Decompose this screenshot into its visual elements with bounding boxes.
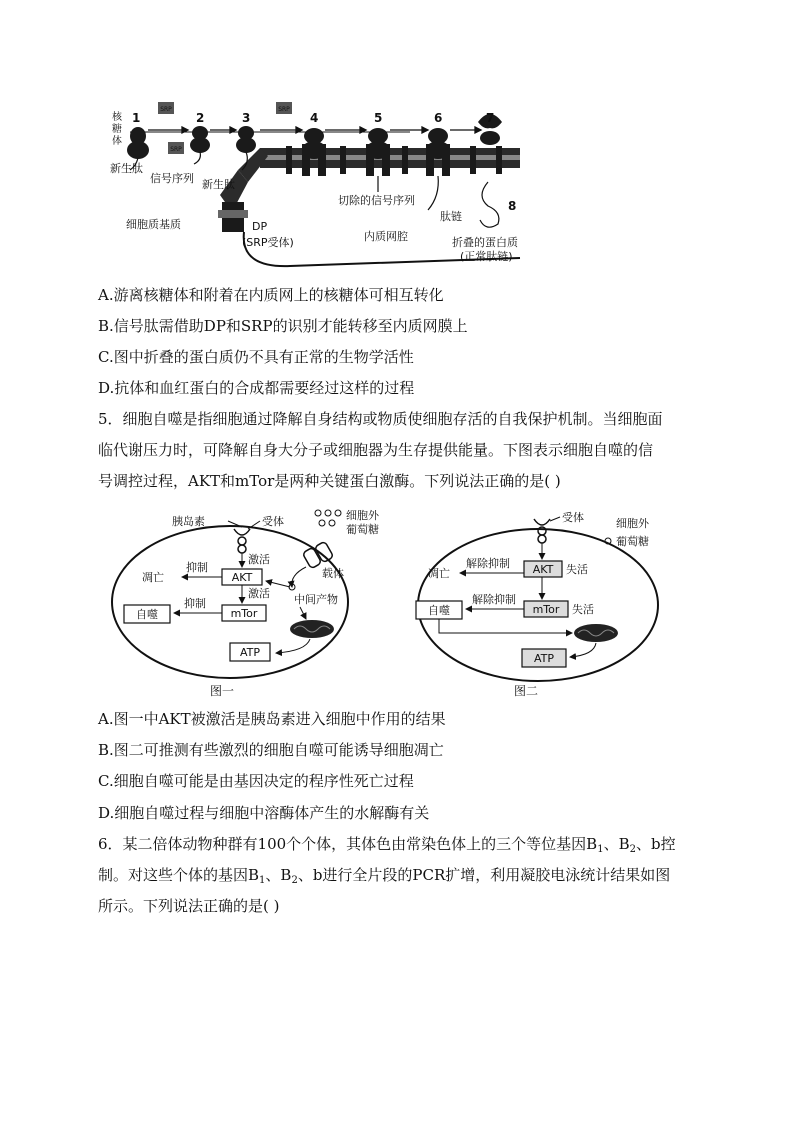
p1-autophagy: 自噬 [136,608,158,621]
p2-inactive-2: 失活 [572,603,594,616]
srp-tag-1: SRP [160,106,172,113]
q5-option-d: D.细胞自噬过程与细胞中溶酶体产生的水解酶有关 [98,804,430,822]
q5-stem [98,404,702,497]
label-srp-receptor: (SRP受体) [242,236,294,249]
stage-8: 8 [508,199,517,213]
q6-stem [98,829,702,922]
p1-mtor: mTor [230,607,258,620]
label-ribosome-1: 核 [112,112,122,123]
p2-inactive-1: 失活 [566,563,588,576]
srp-particles [158,102,292,154]
q5-option-c: C.细胞自噬可能是由基因决定的程序性死亡过程 [98,772,414,790]
p2-apoptosis: 凋亡 [428,567,450,580]
p1-receptor: 受体 [262,515,284,528]
p1-glucose-dots [315,510,341,526]
p1-outside-2: 葡萄糖 [346,523,379,536]
q5-line-2: 临代谢压力时，可降解自身大分子或细胞器为生存提供能量。下图表示细胞自噬的信 [98,441,654,459]
q6-line-2 [98,860,702,891]
q5-line-1: 5．细胞自噬是指细胞通过降解自身结构或物质使细胞存活的自我保护机制。当细胞面 [98,410,663,428]
er-translocation-figure [110,100,530,272]
q6-sep-1: 、B [603,835,630,853]
p1-activate-2: 激活 [248,587,270,600]
label-ribosome-3: 体 [112,136,122,147]
er-translocation-diagram [110,100,530,272]
q5-option-a: A.图一中AKT被激活是胰岛素进入细胞中作用的结果 [98,710,446,728]
q6-sub-3: 1 [259,875,266,886]
label-peptide-chain: 肽链 [440,210,462,223]
p2-autophagy: 自噬 [428,604,450,617]
stage-4: 4 [310,111,319,125]
p1-activate-1: 激活 [248,553,270,566]
p1-arrow-to-atp [276,639,310,653]
stage-1: 1 [132,111,141,125]
panel-2 [416,510,658,698]
srp-tag-3: SRP [170,146,182,153]
autophagy-diagram [110,505,700,700]
p2-receptor: 受体 [562,511,584,524]
stage-3: 3 [242,111,251,125]
p1-carrier: 载体 [322,567,344,580]
p2-receptor-shape [534,519,550,543]
srp-receptor-block [218,202,248,232]
p1-arrow-carrier [292,567,306,587]
q6-line-1-a: 6．某二倍体动物种群有100个个体，其体色由常染色体上的三个等位基因B [98,835,598,853]
label-normal-chain: (正常肽链) [460,250,513,263]
panel-1 [112,508,380,698]
label-ribosome-2: 糖 [112,124,122,135]
p1-inhibit-2: 抑制 [184,597,206,610]
q6-line-2-a: 制。对这些个体的基因B [98,866,260,884]
p2-release-1: 解除抑制 [466,557,510,570]
p2-release-2: 解除抑制 [472,593,516,606]
p1-atp: ATP [239,646,261,659]
p2-mtor: mTor [532,603,560,616]
label-er-lumen: 内质网腔 [364,230,408,243]
p1-outside-1: 细胞外 [346,509,379,522]
stage-7: 7 [486,111,495,125]
p2-outside-2: 葡萄糖 [616,535,649,548]
p1-mitochondrion [290,620,334,638]
p2-akt: AKT [532,563,554,576]
stage-2: 2 [196,111,205,125]
p1-intermediate: 中间产物 [294,593,338,606]
q4-option-c: C.图中折叠的蛋白质仍不具有正常的生物学活性 [98,348,414,366]
q6-line-1-b: 、b控 [635,835,676,853]
q5-option-b: B.图二可推测有些激烈的细胞自噬可能诱导细胞凋亡 [98,741,444,759]
p1-caption: 图一 [210,684,235,698]
q6-line-1 [98,829,702,860]
q5-line-3: 号调控过程，AKT和mTor是两种关键蛋白激酶。下列说法正确的是( ) [98,472,561,490]
q4-option-d: D.抗体和血红蛋白的合成都需要经过这样的过程 [98,379,415,397]
label-folded-protein: 折叠的蛋白质 [452,236,518,249]
label-cytoplasm-matrix: 细胞质基质 [126,218,181,231]
q6-sub-1: 1 [597,844,604,855]
q6-sub-4: 2 [291,875,298,886]
p1-akt: AKT [231,571,253,584]
p2-arrow-autophagy [439,619,572,633]
autophagy-figure [110,505,700,700]
q4-option-a: A.游离核糖体和附着在内质网上的核糖体可相互转化 [98,286,444,304]
q4-option-b: B.信号肽需借助DP和SRP的识别才能转移至内质网膜上 [98,317,468,335]
label-cut-signal: 切除的信号序列 [338,194,415,207]
q6-sep-2: 、B [265,866,292,884]
q6-line-2-b: 、b进行全片段的PCR扩增，利用凝胶电泳统计结果如图 [297,866,671,884]
p2-atp: ATP [533,652,555,665]
p1-inhibit-1: 抑制 [186,561,208,574]
p1-arrow-intermediate [300,607,306,619]
p1-insulin: 胰岛素 [172,515,205,528]
p2-receptor-line [550,517,560,521]
stage-6: 6 [434,111,443,125]
srp-tag-2: SRP [278,106,290,113]
q6-line-3: 所示。下列说法正确的是( ) [98,897,280,915]
p1-receptor-shape [234,529,250,553]
label-new-peptide-1: 新生肽 [110,162,143,175]
label-signal-sequence: 信号序列 [150,172,194,185]
p2-mitochondrion [574,624,618,642]
p2-arrow-to-atp [570,643,596,657]
label-new-peptide-2: 新生肽 [202,178,235,191]
stage-5: 5 [374,111,383,125]
p2-caption: 图二 [514,684,539,698]
p1-apoptosis: 凋亡 [142,571,164,584]
label-dp: DP [252,220,268,233]
p2-outside-1: 细胞外 [616,517,649,530]
q6-sub-2: 2 [629,844,636,855]
